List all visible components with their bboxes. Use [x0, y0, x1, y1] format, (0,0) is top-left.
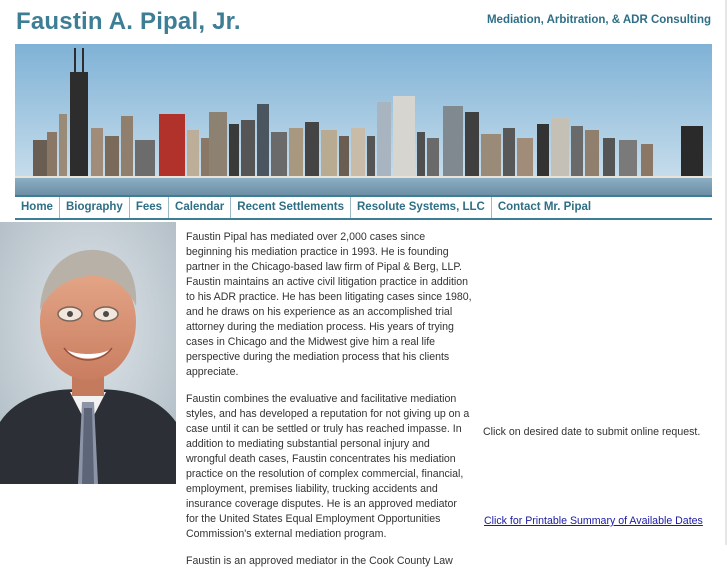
calendar-instruction: Click on desired date to submit online request.	[483, 426, 701, 438]
bio-paragraph: Faustin is an approved mediator in the Cook County Law	[186, 555, 453, 567]
site-title[interactable]: Faustin A. Pipal, Jr.	[16, 8, 241, 35]
skyline-banner	[15, 44, 712, 195]
site-tagline: Mediation, Arbitration, & ADR Consulting	[486, 14, 711, 26]
bio-paragraph: Faustin combines the evaluative and facilitative mediation styles, and has developed a reputation for not giving up on a case until it can be settled or truly has reached impasse. In addition to mediating substantial personal injury and wrongful death cases, Faustin concentrates his mediation practice on the resolution of complex commercial, financial, employment, premises liability, trucking accidents and insurance coverage disputes. He is an approved mediator for the United States Equal Employment Opportunities Commission's external mediation program.	[186, 393, 470, 540]
bio-content	[186, 230, 472, 581]
portrait-photo	[0, 222, 176, 484]
nav-item-contact[interactable]: Contact Mr. Pipal	[497, 201, 592, 213]
nav-item-biography[interactable]: Biography	[60, 197, 130, 218]
nav-item-fees[interactable]: Fees	[130, 197, 169, 218]
nav-item-resolute-systems[interactable]: Resolute Systems, LLC	[351, 197, 492, 218]
site-header	[0, 0, 727, 44]
printable-summary-link[interactable]: Click for Printable Summary of Available Dates	[484, 515, 703, 527]
nav-item-calendar[interactable]: Calendar	[169, 197, 231, 218]
nav-item-home[interactable]: Home	[15, 197, 60, 218]
main-nav	[15, 195, 712, 220]
nav-item-recent-settlements[interactable]: Recent Settlements	[231, 197, 351, 218]
bio-paragraph: Faustin Pipal has mediated over 2,000 cases since beginning his mediation practice in 1993. He is founding partner in the Chicago-based law firm of Pipal & Berg, LLP. Faustin maintains an active civil litigation practice in addition to his ADR practice. He has been litigating cases since 1980, and he draws on his experience as an accomplished trial attorney during the mediation process. His years of trying cases in Chicago and the Midwest give him a real life perspective during the mediation process that his clients appreciate.	[186, 231, 472, 378]
